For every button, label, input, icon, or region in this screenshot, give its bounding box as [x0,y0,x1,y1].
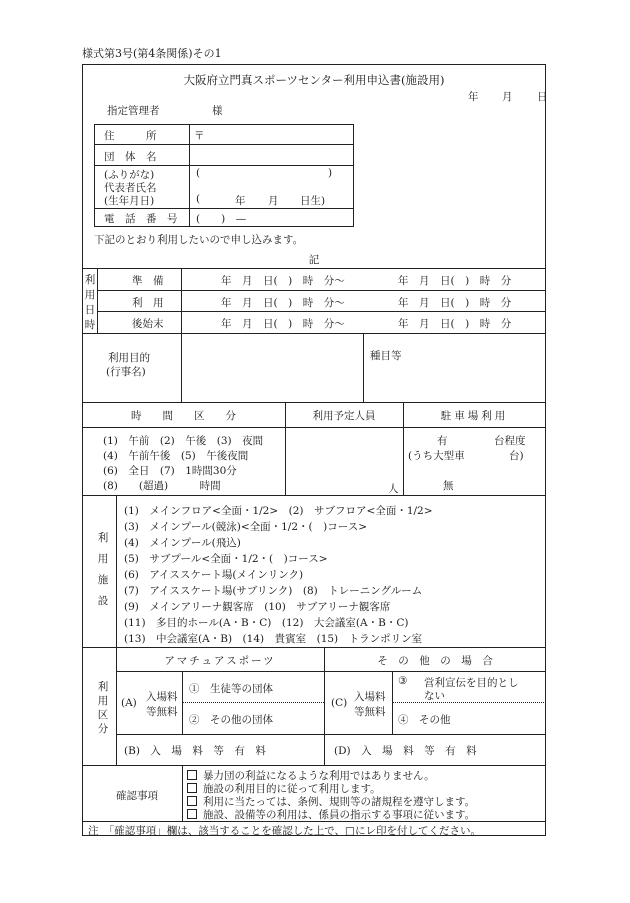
furigana-open: ( [196,167,201,179]
facility-option-line[interactable]: (1) メインフロア<全面・1/2> (2) サブフロア<全面・1/2> [124,505,433,517]
phone-label: 電 話 番 号 [104,213,178,225]
facility-option-line[interactable]: (9) メインアリーナ観客席 (10) サブアリーナ観客席 [124,601,391,613]
address-field[interactable]: 〒 [194,130,205,142]
usage-category-label: 利用区分 [97,681,109,735]
event-type-label: 種目等 [370,350,402,362]
time-option-line[interactable]: (4) 午前午後 (5) 午後夜間 [103,450,249,462]
confirm-item-text: 施設、設備等の利用は、係員の指示する事項に従います。 [203,809,476,821]
birth-month: 月 [268,195,279,207]
people-header: 利用予定人員 [312,410,376,422]
phone-field[interactable]: ( ) — [196,213,247,225]
purpose-sub-label: (行事名) [106,366,146,378]
prep-end[interactable]: 年 月 日( ) 時 分 [398,275,512,287]
option-other[interactable]: ④ その他 [398,714,451,726]
parking-large-open: (うち大型車 [408,450,465,462]
use-end[interactable]: 年 月 日( ) 時 分 [398,297,512,309]
category-a-text1: 入場料 [146,691,178,703]
form-number: 様式第3号(第4条関係)その1 [82,47,222,60]
amateur-sports-header: アマチュアスポーツ [164,655,276,667]
option-non-profit-number: ③ [398,675,408,687]
confirm-checkbox[interactable] [187,770,197,780]
date-month: 月 [502,91,513,103]
category-c-text1: 入場料 [354,691,386,703]
birth-year: 年 [235,195,246,207]
confirm-item-text: 利用に当たっては、条例、規則等の諸規程を遵守します。 [203,796,476,808]
people-unit: 人 [388,483,399,495]
confirm-item[interactable] [187,807,475,822]
cleanup-start[interactable]: 年 月 日( ) 時 分〜 [221,318,345,330]
category-b-row[interactable]: (B) 入 場 料 等 有 料 [124,745,266,757]
confirm-label: 確認事項 [116,790,158,802]
other-case-header: そ の 他 の 場 合 [377,655,493,667]
parking-yes[interactable]: 有 [437,435,448,447]
parking-no[interactable]: 無 [443,480,454,492]
furigana-close: ) [328,167,333,179]
parking-count: 台程度 [494,435,526,447]
confirm-item-text: 暴力団の利益になるような利用ではありません。 [203,770,435,782]
time-category-header: 時 間 区 分 [131,410,236,422]
parking-large-close: 台) [509,450,524,462]
intro-text: 下記のとおり利用したいので申し込みます。 [94,234,304,246]
facility-option-line[interactable]: (11) 多目的ホール(A・B・C) (12) 大会議室(A・B・C) [124,617,409,629]
furigana-label: (ふりがな) [104,169,155,181]
purpose-label: 利用目的 [108,352,150,364]
facilities-label: 利用施設 [97,532,109,607]
date-day: 日 [537,91,548,103]
representative-label: 代表者氏名 [104,182,157,194]
facility-option-line[interactable]: (3) メインプール(競泳)<全面・1/2・( )コース> [124,521,367,533]
time-option-line[interactable]: (8) (超過) 時間 [103,480,221,492]
prep-label: 準 備 [132,275,164,287]
addressee-label: 指定管理者 [107,105,160,117]
option-other-group[interactable]: ② その他の団体 [189,714,273,726]
time-option-line[interactable]: (6) 全日 (7) 1時間30分 [103,465,237,477]
usage-datetime-label: 利用日時 [84,274,96,331]
birth-day: 日生) [300,195,326,207]
birth-open: ( [196,193,201,205]
confirm-checkbox[interactable] [187,796,197,806]
category-c-text2: 等無料 [354,706,386,718]
facility-option-line[interactable]: (5) サブプール<全面・1/2・( )コース> [124,553,328,565]
use-label: 利 用 [132,297,164,309]
form-title: 大阪府立門真スポーツセンター利用申込書(施設用) [183,73,445,87]
confirm-checkbox[interactable] [187,783,197,793]
use-start[interactable]: 年 月 日( ) 時 分〜 [221,297,345,309]
addressee-honorific: 様 [212,105,223,117]
address-label: 住 所 [104,130,157,142]
date-year: 年 [468,91,479,103]
option-non-profit-line2[interactable]: ない [424,690,445,702]
facility-option-line[interactable]: (13) 中会議室(A・B) (14) 貴賓室 (15) トランポリン室 [124,633,423,645]
footnote: 注 「確認事項」欄は、該当することを確認した上で、□にレ印を付してください。 [88,825,481,837]
confirm-item-text: 施設の利用目的に従って利用します。 [203,783,381,795]
category-c-label: (C) [331,697,348,709]
prep-start[interactable]: 年 月 日( ) 時 分〜 [221,275,345,287]
cleanup-label: 後始末 [132,318,164,330]
group-name-label: 団 体 名 [104,151,157,163]
category-a-label: (A) [121,697,137,709]
ki-label: 記 [308,254,320,266]
confirm-checkbox[interactable] [187,809,197,819]
option-student-group[interactable]: ① 生徒等の団体 [189,683,273,695]
time-option-line[interactable]: (1) 午前 (2) 午後 (3) 夜間 [103,435,264,447]
category-a-text2: 等無料 [146,706,178,718]
birth-date-label: (生年月日) [104,195,155,207]
cleanup-end[interactable]: 年 月 日( ) 時 分 [398,318,512,330]
facility-option-line[interactable]: (6) アイススケート場(メインリンク) [124,569,304,581]
facility-option-line[interactable]: (7) アイススケート場(サブリンク) (8) トレーニングルーム [124,585,423,597]
option-non-profit-line1[interactable]: 営利宣伝を目的とし [424,677,519,689]
category-d-row[interactable]: (D) 入 場 料 等 有 料 [334,745,477,757]
parking-header: 駐車場利用 [440,410,509,422]
facility-option-line[interactable]: (4) メインプール(飛込) [124,537,241,549]
